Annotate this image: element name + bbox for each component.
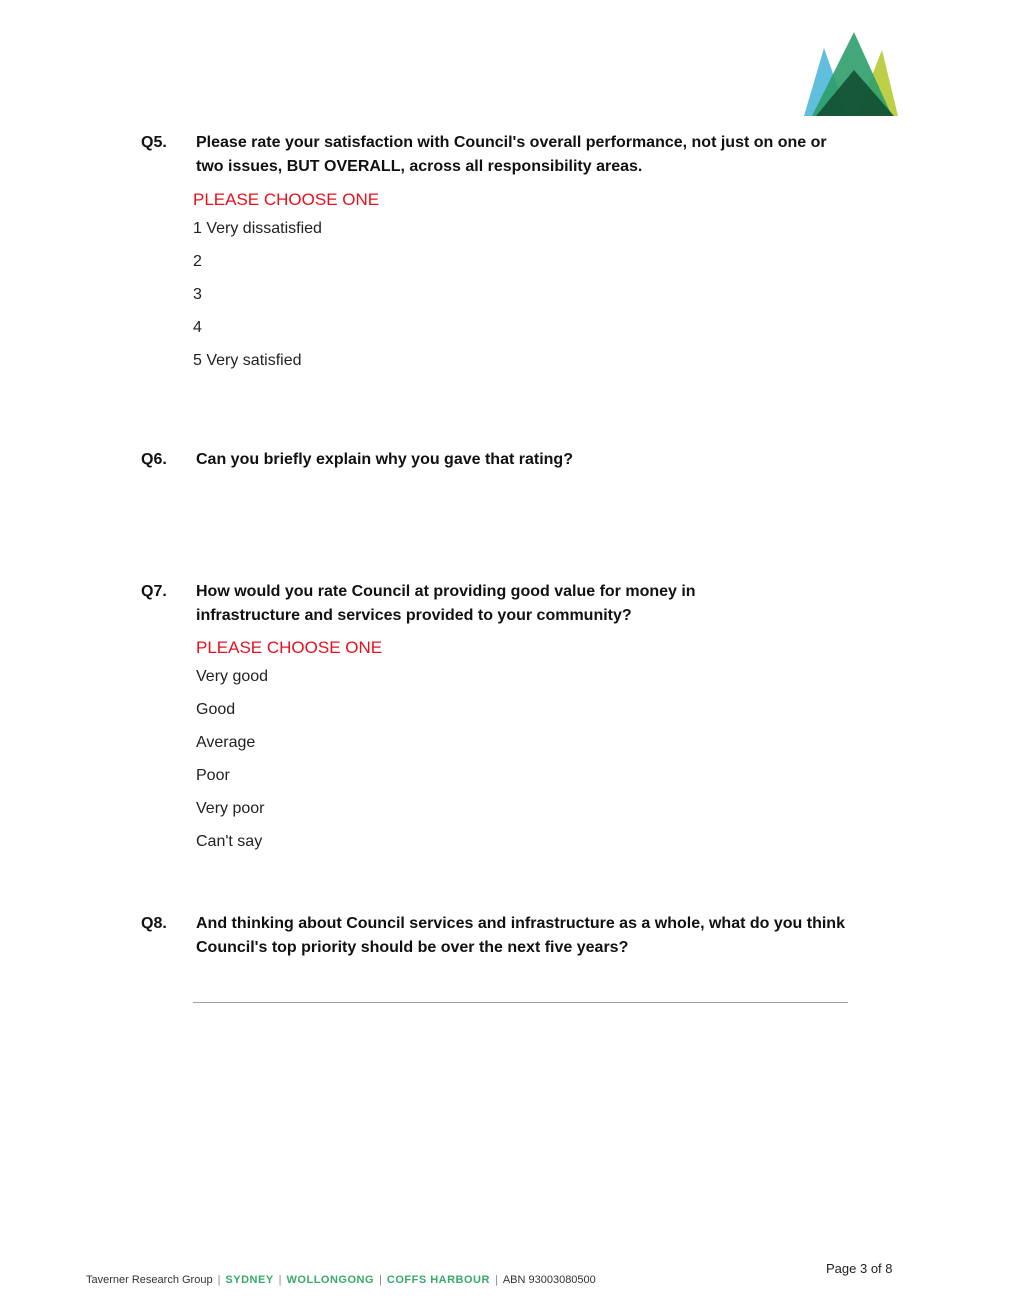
q7-option-average[interactable]: Average — [196, 734, 256, 751]
q7-instruction: PLEASE CHOOSE ONE — [196, 638, 383, 657]
footer-abn: ABN 93003080500 — [502, 1274, 596, 1286]
q7-option-poor[interactable]: Poor — [196, 767, 230, 784]
q5-option-4[interactable]: 4 — [193, 319, 202, 336]
q5-number: Q5. — [141, 134, 167, 151]
q8-answer-line[interactable] — [193, 1002, 848, 1003]
q5-option-1[interactable]: 1 Very dissatisfied — [193, 220, 322, 237]
footer-city-sydney: SYDNEY — [225, 1274, 274, 1286]
footer-city-wollongong: WOLLONGONG — [286, 1274, 375, 1286]
q7-option-very-good[interactable]: Very good — [196, 668, 269, 685]
q7-option-very-poor[interactable]: Very poor — [196, 800, 265, 817]
q7-option-good[interactable]: Good — [196, 701, 236, 718]
q7-option-cant-say[interactable]: Can't say — [196, 833, 263, 850]
footer — [86, 1274, 596, 1286]
q7-question: How would you rate Council at providing good value for money in infrastructure and services provided to your community? — [196, 583, 696, 624]
footer-city-coffs-harbour: COFFS HARBOUR — [386, 1274, 490, 1286]
footer-separator: | — [217, 1274, 221, 1286]
footer-separator: | — [494, 1274, 498, 1286]
q5-instruction: PLEASE CHOOSE ONE — [193, 190, 380, 209]
company-logo — [804, 30, 900, 118]
q8-question: And thinking about Council services and infrastructure as a whole, what do you think Council's top priority should be over the next five years? — [196, 915, 845, 956]
footer-separator: | — [379, 1274, 382, 1286]
q8-number: Q8. — [141, 915, 167, 932]
footer-company: Taverner Research Group — [86, 1274, 213, 1286]
q5-option-2[interactable]: 2 — [193, 253, 202, 270]
page-number: Page 3 of 8 — [826, 1261, 893, 1276]
q7-number: Q7. — [141, 583, 167, 600]
q6-question: Can you briefly explain why you gave that rating? — [196, 451, 573, 468]
q6-number: Q6. — [141, 451, 167, 468]
q5-option-5[interactable]: 5 Very satisfied — [193, 352, 302, 369]
q5-option-3[interactable]: 3 — [193, 286, 202, 303]
q5-question: Please rate your satisfaction with Council's overall performance, not just on one or two issues, BUT OVERALL, across all responsibility areas. — [196, 134, 827, 175]
footer-separator: | — [278, 1274, 282, 1286]
